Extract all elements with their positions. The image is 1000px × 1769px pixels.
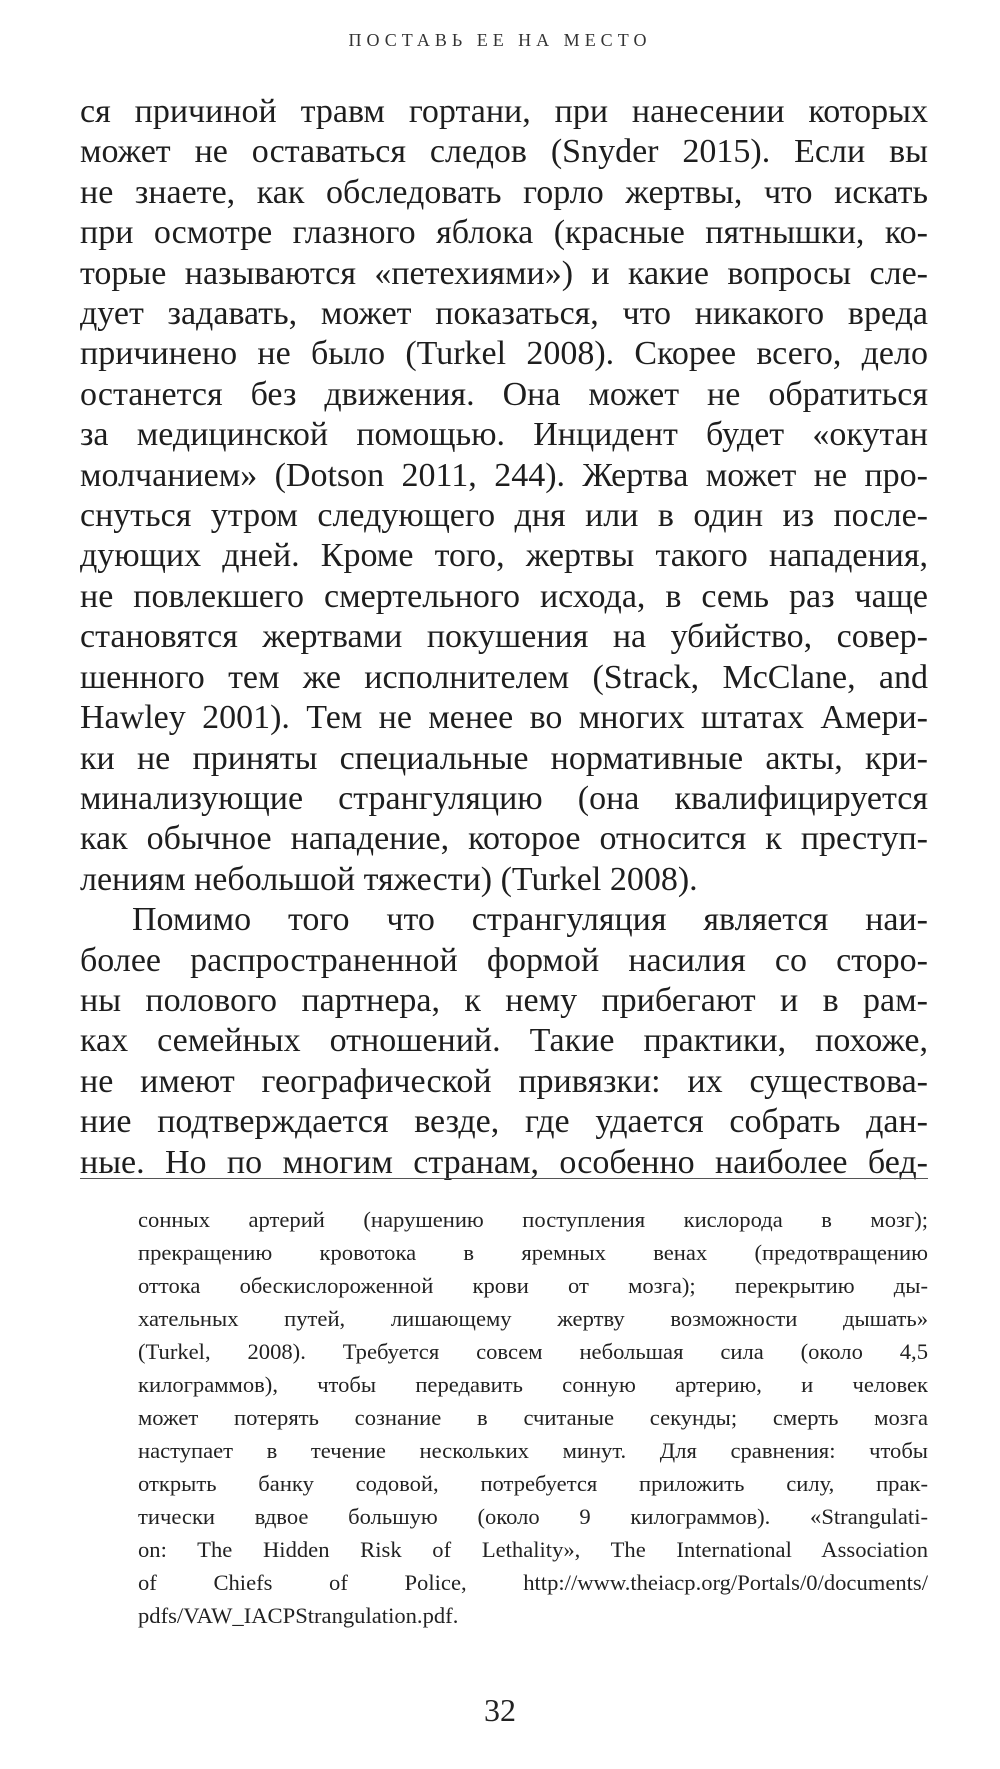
footnote-line: тически вдвое большую (около 9 килограммов). «Strangulati- xyxy=(138,1504,928,1529)
text-line: как обычное нападение, которое относится к преступ- xyxy=(80,820,928,858)
text-line: ные. Но по многим странам, особенно наиболее бед- xyxy=(80,1143,928,1181)
text-line: Hawley 2001). Тем не менее во многих штатах Амери- xyxy=(80,699,928,737)
text-line: останется без движения. Она может не обратиться xyxy=(80,375,928,413)
text-line: снуться утром следующего дня или в один из после- xyxy=(80,497,928,535)
text-line: дует задавать, может показаться, что никакого вреда xyxy=(80,295,928,333)
text-line: ках семейных отношений. Такие практики, похоже, xyxy=(80,1022,928,1060)
text-line: при осмотре глазного яблока (красные пятнышки, ко- xyxy=(80,214,928,252)
text-line: лениям небольшой тяжести) (Turkel 2008). xyxy=(80,860,698,898)
footnote-line: наступает в течение нескольких минут. Для сравнения: чтобы xyxy=(138,1438,928,1463)
running-title: ПОСТАВЬ ЕЕ НА МЕСТО xyxy=(348,30,652,50)
footnote-line: (Turkel, 2008). Требуется совсем небольшая сила (около 4,5 xyxy=(138,1339,928,1364)
footnote-line: открыть банку содовой, потребуется приложить силу, прак- xyxy=(138,1471,928,1496)
text-line: причинено не было (Turkel 2008). Скорее всего, дело xyxy=(80,335,928,373)
text-line: ся причиной травм гортани, при нанесении которых xyxy=(80,93,928,130)
text-line: дующих дней. Кроме того, жертвы такого нападения, xyxy=(80,537,928,575)
text-line: ние подтверждается везде, где удается собрать дан- xyxy=(80,1103,928,1141)
footnote-line: of Chiefs of Police, http://www.theiacp.org/Portals/0/documents/ xyxy=(138,1570,928,1595)
footnote-line: оттока обескислороженной крови от мозга); перекрытию ды- xyxy=(138,1273,928,1298)
text-line: более распространенной формой насилия со сторо- xyxy=(80,941,928,979)
paragraph-2 xyxy=(80,900,928,1183)
text-line: минализующие странгуляцию (она квалифицируется xyxy=(80,779,928,817)
text-line: не повлекшего смертельного исхода, в семь раз чаще xyxy=(80,577,928,615)
text-line: Помимо того что странгуляция является наи- xyxy=(132,901,928,939)
text-line: может не оставаться следов (Snyder 2015). Если вы xyxy=(80,133,928,171)
text-line: не знаете, как обследовать горло жертвы, что искать xyxy=(80,173,928,211)
text-line: торые называются «петехиями») и какие вопросы сле- xyxy=(80,254,928,292)
text-line: за медицинской помощью. Инцидент будет «окутан xyxy=(80,416,928,454)
footnote xyxy=(138,1203,928,1632)
footnote-line: может потерять сознание в считаные секунды; смерть мозга xyxy=(138,1405,928,1430)
text-line: становятся жертвами покушения на убийство, совер- xyxy=(80,618,928,656)
text-line: молчанием» (Dotson 2011, 244). Жертва может не про- xyxy=(80,456,928,494)
text-line: не имеют географической привязки: их существова- xyxy=(80,1062,928,1100)
footnote-line: pdfs/VAW_IACPStrangulation.pdf. xyxy=(138,1603,459,1628)
footnote-line: сонных артерий (нарушению поступления кислорода в мозг); xyxy=(138,1207,928,1232)
text-line: ны полового партнера, к нему прибегают и в рам- xyxy=(80,981,928,1019)
footnote-line: прекращению кровотока в яремных венах (предотвращению xyxy=(138,1240,928,1265)
footnote-line: килограммов), чтобы передавить сонную артерию, и человек xyxy=(138,1372,928,1397)
text-line: шенного тем же исполнителем (Strack, McClane, and xyxy=(80,658,928,696)
footnote-line: хательных путей, лишающему жертву возможности дышать» xyxy=(138,1306,928,1331)
main-text xyxy=(80,92,928,1183)
footnote-line: on: The Hidden Risk of Lethality», The International Association xyxy=(138,1537,928,1562)
footnote-divider xyxy=(80,1178,928,1179)
page-number: 32 xyxy=(484,1692,516,1728)
paragraph-1 xyxy=(80,92,928,900)
text-line: ки не приняты специальные нормативные акты, кри- xyxy=(80,739,928,777)
